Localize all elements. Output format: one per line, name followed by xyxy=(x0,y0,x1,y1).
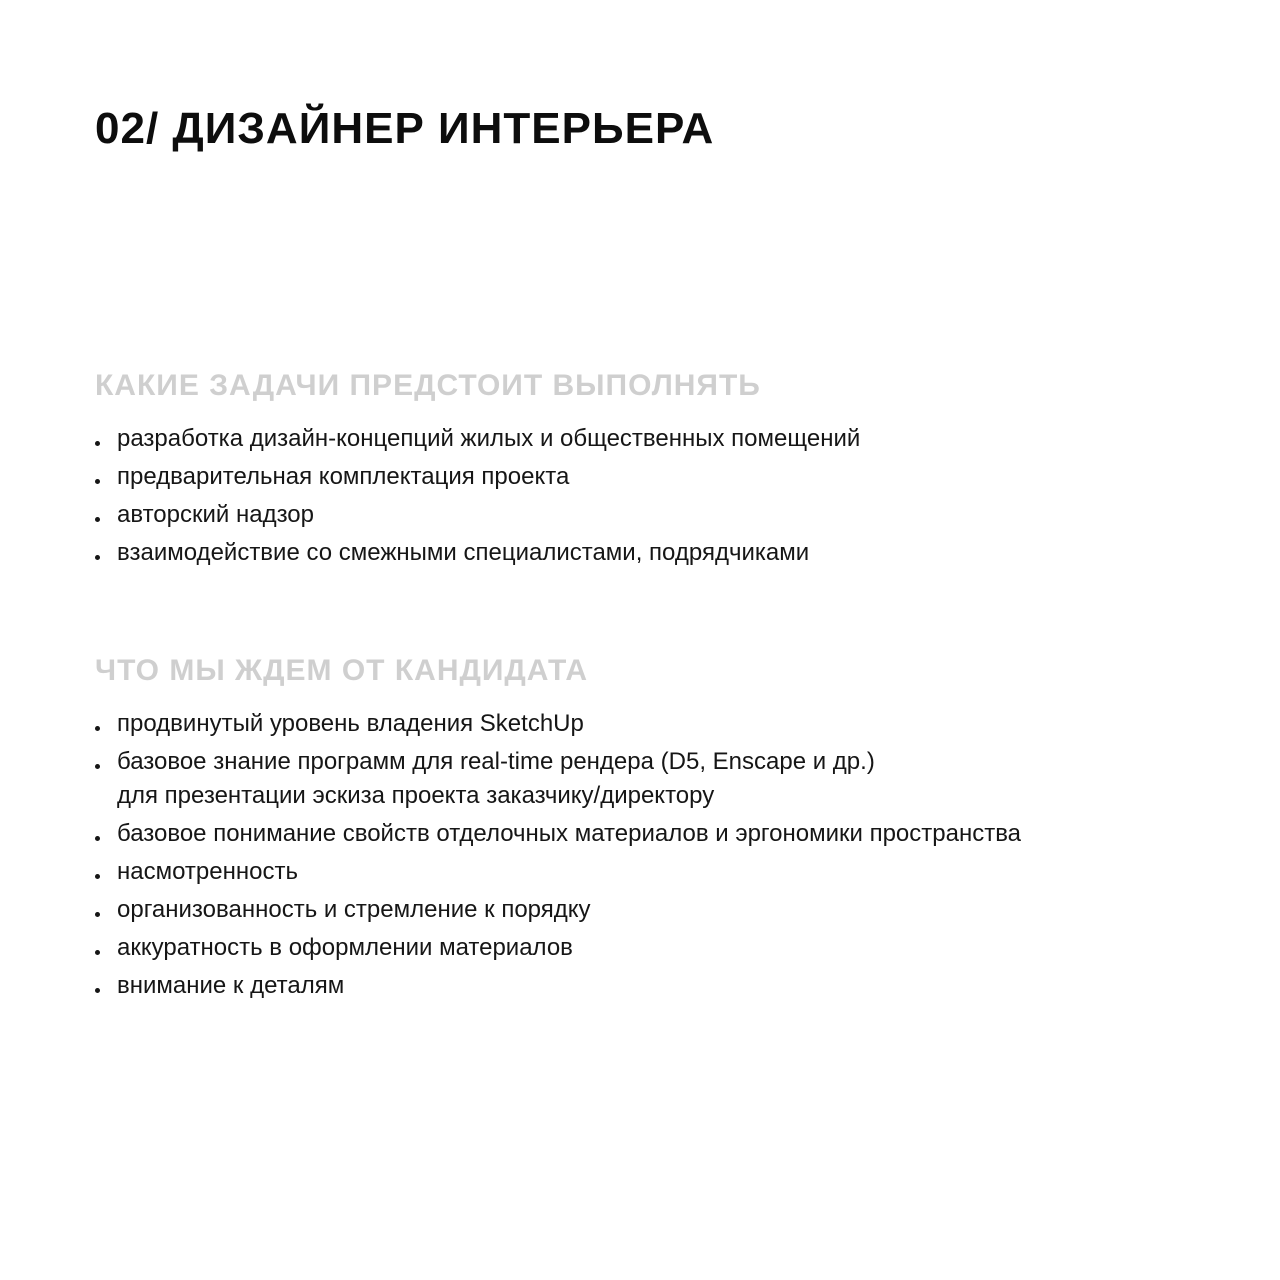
list-item-text: насмотренность xyxy=(117,858,298,885)
list-item xyxy=(95,536,1215,570)
list-item-text: внимание к деталям xyxy=(117,972,345,999)
bullet-icon xyxy=(95,479,100,484)
list-item-text: предварительная комплектация проекта xyxy=(117,463,570,490)
list-item xyxy=(95,931,1215,965)
list-item xyxy=(95,707,1215,741)
list-item xyxy=(95,460,1215,494)
tasks-section xyxy=(95,368,1215,574)
list-item-text: базовое понимание свойств отделочных материалов и эргономики пространства xyxy=(117,820,1022,847)
page-title: 02/ ДИЗАЙНЕР ИНТЕРЬЕРА xyxy=(95,104,715,153)
requirements-list xyxy=(95,707,1215,1003)
list-item-text: разработка дизайн-концепций жилых и общественных помещений xyxy=(117,425,861,452)
list-item-text: взаимодействие со смежными специалистами, подрядчиками xyxy=(117,539,810,566)
bullet-icon xyxy=(95,726,100,731)
bullet-icon xyxy=(95,441,100,446)
bullet-icon xyxy=(95,950,100,955)
requirements-heading: ЧТО МЫ ЖДЕМ ОТ КАНДИДАТА xyxy=(95,654,589,687)
list-item-text: продвинутый уровень владения SketchUp xyxy=(117,710,584,737)
list-item-text: базовое знание программ для real-time рендера (D5, Enscape и др.) для презентации эскиза проекта заказчику/директору xyxy=(117,748,875,809)
requirements-section xyxy=(95,653,1215,1007)
bullet-icon xyxy=(95,988,100,993)
list-item xyxy=(95,855,1215,889)
tasks-list xyxy=(95,422,1215,570)
list-item xyxy=(95,498,1215,532)
list-item-text: организованность и стремление к порядку xyxy=(117,896,591,923)
bullet-icon xyxy=(95,555,100,560)
bullet-icon xyxy=(95,764,100,769)
bullet-icon xyxy=(95,836,100,841)
bullet-icon xyxy=(95,517,100,522)
bullet-icon xyxy=(95,912,100,917)
list-item xyxy=(95,745,1215,813)
list-item-text: авторский надзор xyxy=(117,501,315,528)
tasks-heading: КАКИЕ ЗАДАЧИ ПРЕДСТОИТ ВЫПОЛНЯТЬ xyxy=(95,369,761,402)
list-item xyxy=(95,969,1215,1003)
list-item xyxy=(95,422,1215,456)
list-item-text: аккуратность в оформлении материалов xyxy=(117,934,573,961)
list-item xyxy=(95,893,1215,927)
bullet-icon xyxy=(95,874,100,879)
list-item xyxy=(95,817,1215,851)
